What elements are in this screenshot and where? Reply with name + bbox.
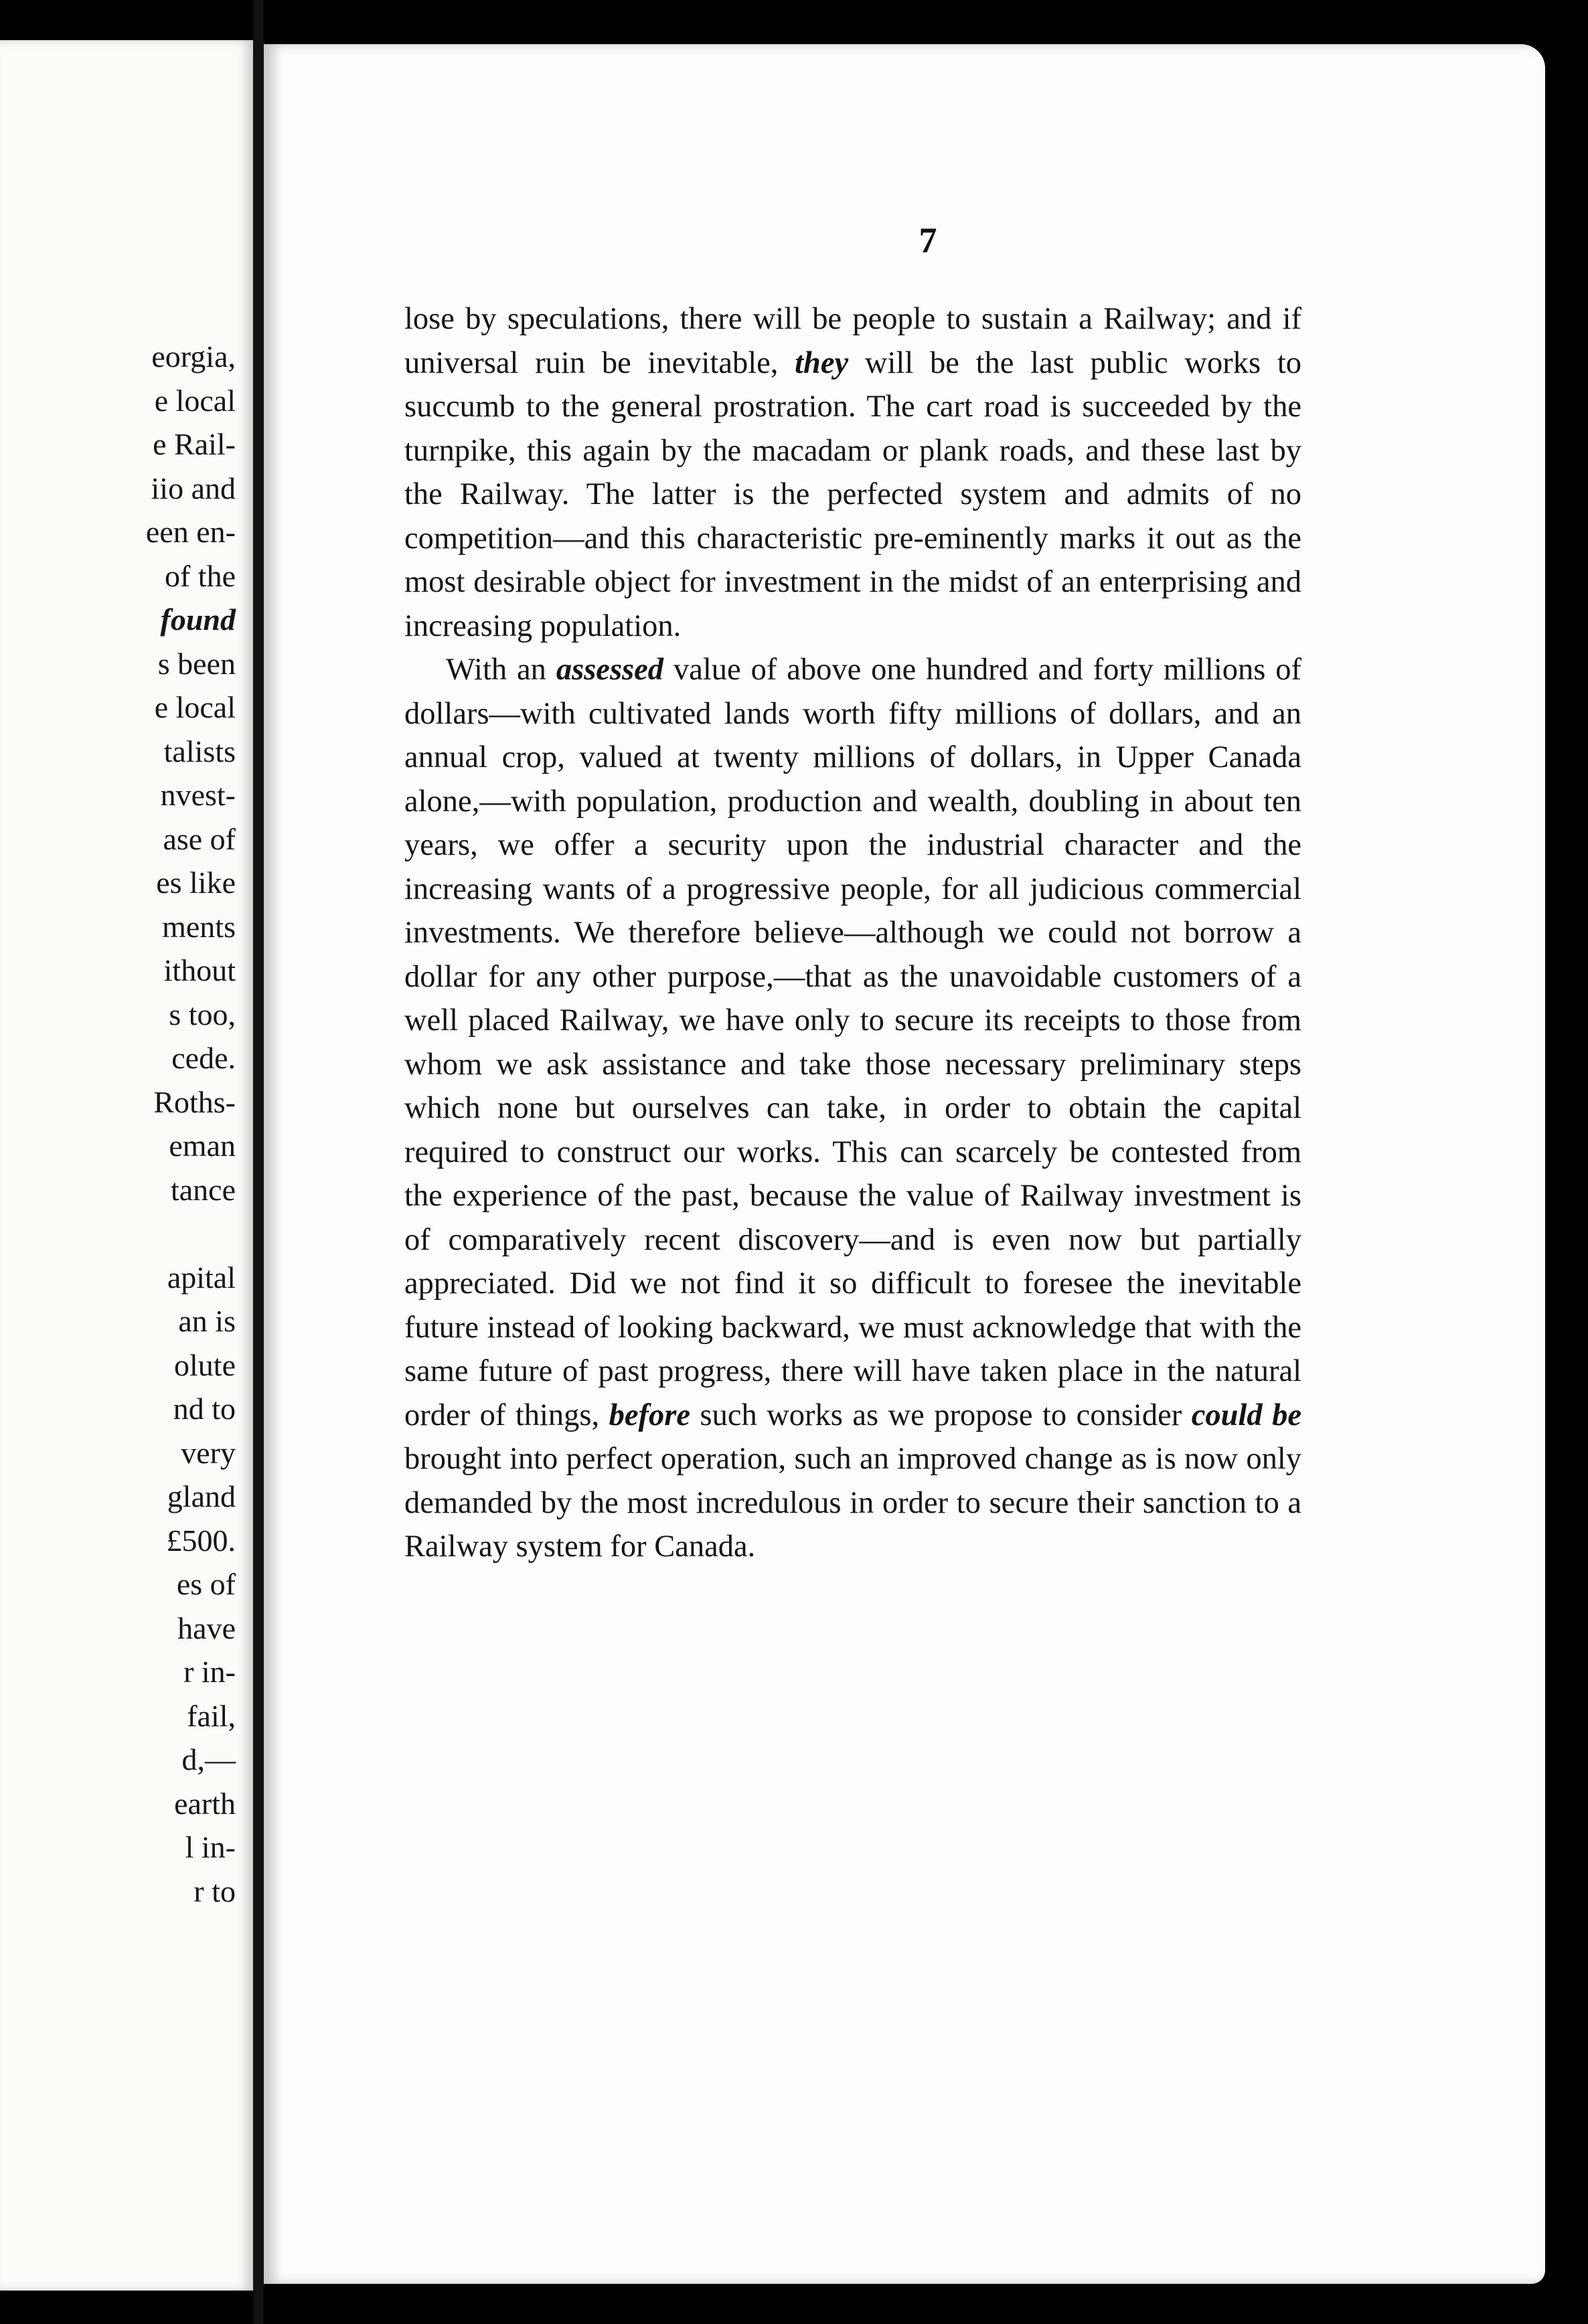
text-run: With an: [446, 653, 556, 687]
fragment-line: es like: [156, 865, 236, 900]
fragment-line: very: [181, 1435, 236, 1470]
fragment-line: [146, 1212, 236, 1256]
fragment-line: cede.: [171, 1041, 236, 1075]
fragment-line: s been: [157, 646, 236, 681]
fragment-line: an is: [178, 1304, 236, 1338]
fragment-line: e local: [154, 383, 236, 418]
current-page: [264, 44, 1545, 2284]
text-run: value of above one hundred and forty millions of dollars—with cultivated lands worth fifty millions of dollars, and an annual crop, valued at twenty millions of dollars, in Upper Canada alone,—with population, production and wealth, doubling in about ten years, we offer a security upon the industrial character and the increasing wants of a progressive people, for all judicious commercial investments. We therefore believe—although we could not borrow a dollar for any other purpose,—that as the unavoidable customers of a well placed Railway, we have only to secure its receipts to those from whom we ask assistance and take those necessary preliminary steps which none but ourselves can take, in order to obtain the capital required to construct our works. This can scarcely be contested from the experience of the past, because the value of Railway investment is of comparatively recent discovery—and is even now but partially appreciated. Did we not find it so difficult to foresee the inevitable future instead of looking backward, we must acknowledge that with the same future of past progress, there will have taken place in the natural order of things,: [404, 653, 1301, 1432]
fragment-line: ithout: [163, 953, 236, 987]
fragment-line: Roths-: [153, 1084, 236, 1119]
fragment-line: fail,: [187, 1698, 236, 1733]
fragment-line: £500.: [166, 1523, 236, 1558]
fragment-line: r in-: [183, 1655, 236, 1689]
page-number: 7: [919, 220, 937, 260]
fragment-line: talists: [163, 734, 236, 768]
fragment-line: ments: [162, 909, 236, 944]
fragment-line: eorgia,: [151, 339, 236, 374]
page-body-text: [404, 297, 1301, 1569]
emphasis-text: assessed: [556, 653, 664, 687]
fragment-line: have: [177, 1610, 236, 1645]
fragment-line: l in-: [185, 1830, 236, 1864]
text-run: brought into perfect operation, such an improved change as is now only demanded by the most incredulous in order to secure their sanction to a Railway system for Canada.: [404, 1442, 1301, 1564]
previous-page-text-fragments: [146, 335, 236, 1913]
fragment-line: of the: [164, 558, 236, 593]
emphasis-text: they: [795, 345, 849, 380]
emphasis-text: before: [609, 1398, 690, 1432]
fragment-line: een en-: [145, 515, 236, 549]
paragraph: [404, 297, 1301, 648]
fragment-line: gland: [167, 1479, 236, 1513]
fragment-line: r to: [193, 1874, 236, 1908]
emphasis-text: could be: [1191, 1398, 1302, 1432]
fragment-line: nvest-: [160, 778, 236, 812]
fragment-line: tance: [170, 1172, 236, 1207]
fragment-line: ase of: [163, 821, 236, 856]
fragment-line: nd to: [173, 1392, 236, 1426]
paragraph: [404, 648, 1301, 1569]
previous-page-fragment: [0, 40, 253, 2291]
fragment-line: e Rail-: [153, 427, 236, 461]
fragment-line: iio and: [151, 471, 236, 505]
fragment-line: s too,: [169, 997, 236, 1031]
fragment-line: olute: [174, 1347, 236, 1382]
page-gutter: [253, 0, 264, 2324]
fragment-line: es of: [176, 1567, 236, 1601]
fragment-line: eman: [169, 1129, 236, 1163]
fragment-line: apital: [167, 1260, 236, 1295]
text-run: will be the last public works to succumb to the general prostration. The cart road is succeeded by the turnpike, this again by the macadam or plank roads, and these last by the Railway. The latter is the perfected system and admits of no competition—and this characteristic pre-eminently marks it out as the most desirable object for investment in the midst of an enterprising and increasing population.: [404, 345, 1301, 643]
fragment-line: e local: [154, 690, 236, 724]
text-run: such works as we propose to consider: [690, 1398, 1192, 1432]
fragment-line: found: [160, 602, 236, 637]
fragment-line: d,—: [181, 1742, 236, 1776]
text-run: lose by speculations, there will be people to sustain a Railway; and if universal ruin be inevitable,: [404, 302, 1301, 380]
fragment-line: earth: [174, 1786, 236, 1821]
